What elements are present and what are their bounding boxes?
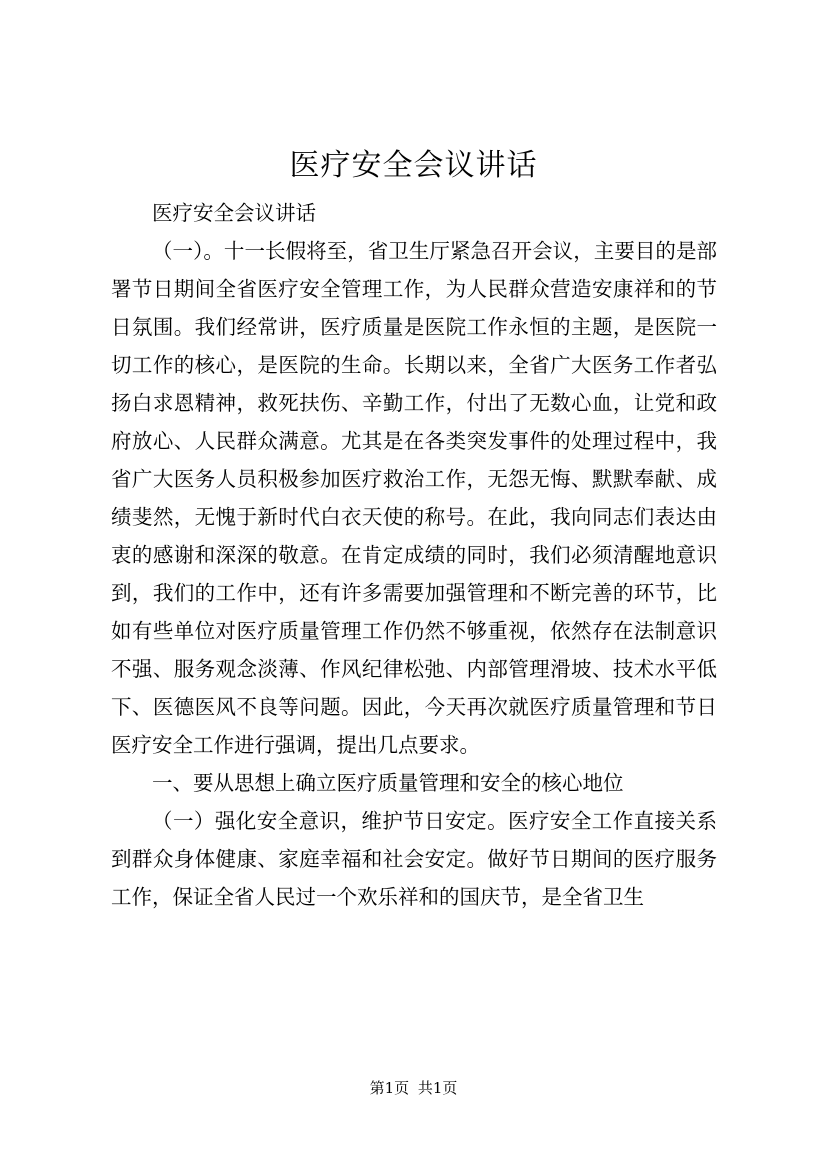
paragraph-intro: （一）。十一长假将至，省卫生厅紧急召开会议，主要目的是部署节日期间全省医疗安全管理工作，为人民群众营造安康祥和的节日氛围。我们经常讲，医疗质量是医院工作永恒的主题，是医院一切工作的核心，是医院的生命。长期以来，全省广大医务工作者弘扬白求恩精神，救死扶伤、辛勤工作，付出了无数心血，让党和政府放心、人民群众满意。尤其是在各类突发事件的处理过程中，我省广大医务人员积极参加医疗救治工作，无怨无悔、默默奉献、成绩斐然，无愧于新时代白衣天使的称号。在此，我向同志们表达由衷的感谢和深深的敬意。在肯定成绩的同时，我们必须清醒地意识到，我们的工作中，还有许多需要加强管理和不断完善的环节，比如有些单位对医疗质量管理工作仍然不够重视，依然存在法制意识不强、服务观念淡薄、作风纪律松弛、内部管理滑坡、技术水平低下、医德医风不良等问题。因此，今天再次就医疗质量管理和节日医疗安全工作进行强调，提出几点要求。 bbox=[111, 239, 717, 757]
document-body bbox=[111, 194, 717, 916]
page-total: 共1页 bbox=[417, 1079, 458, 1097]
section-heading: 一、要从思想上确立医疗质量管理和安全的核心地位 bbox=[152, 771, 624, 795]
paragraph-section-1: （一）强化安全意识，维护节日安定。医疗安全工作直接关系到群众身体健康、家庭幸福和社会安定。做好节日期间的医疗服务工作，保证全省人民过一个欢乐祥和的国庆节，是全省卫生 bbox=[111, 809, 717, 909]
page-footer bbox=[0, 1078, 827, 1098]
paragraph-subtitle: 医疗安全会议讲话 bbox=[152, 201, 316, 225]
document-title: 医疗安全会议讲话 bbox=[289, 148, 538, 183]
page-number: 第1页 bbox=[369, 1079, 410, 1097]
